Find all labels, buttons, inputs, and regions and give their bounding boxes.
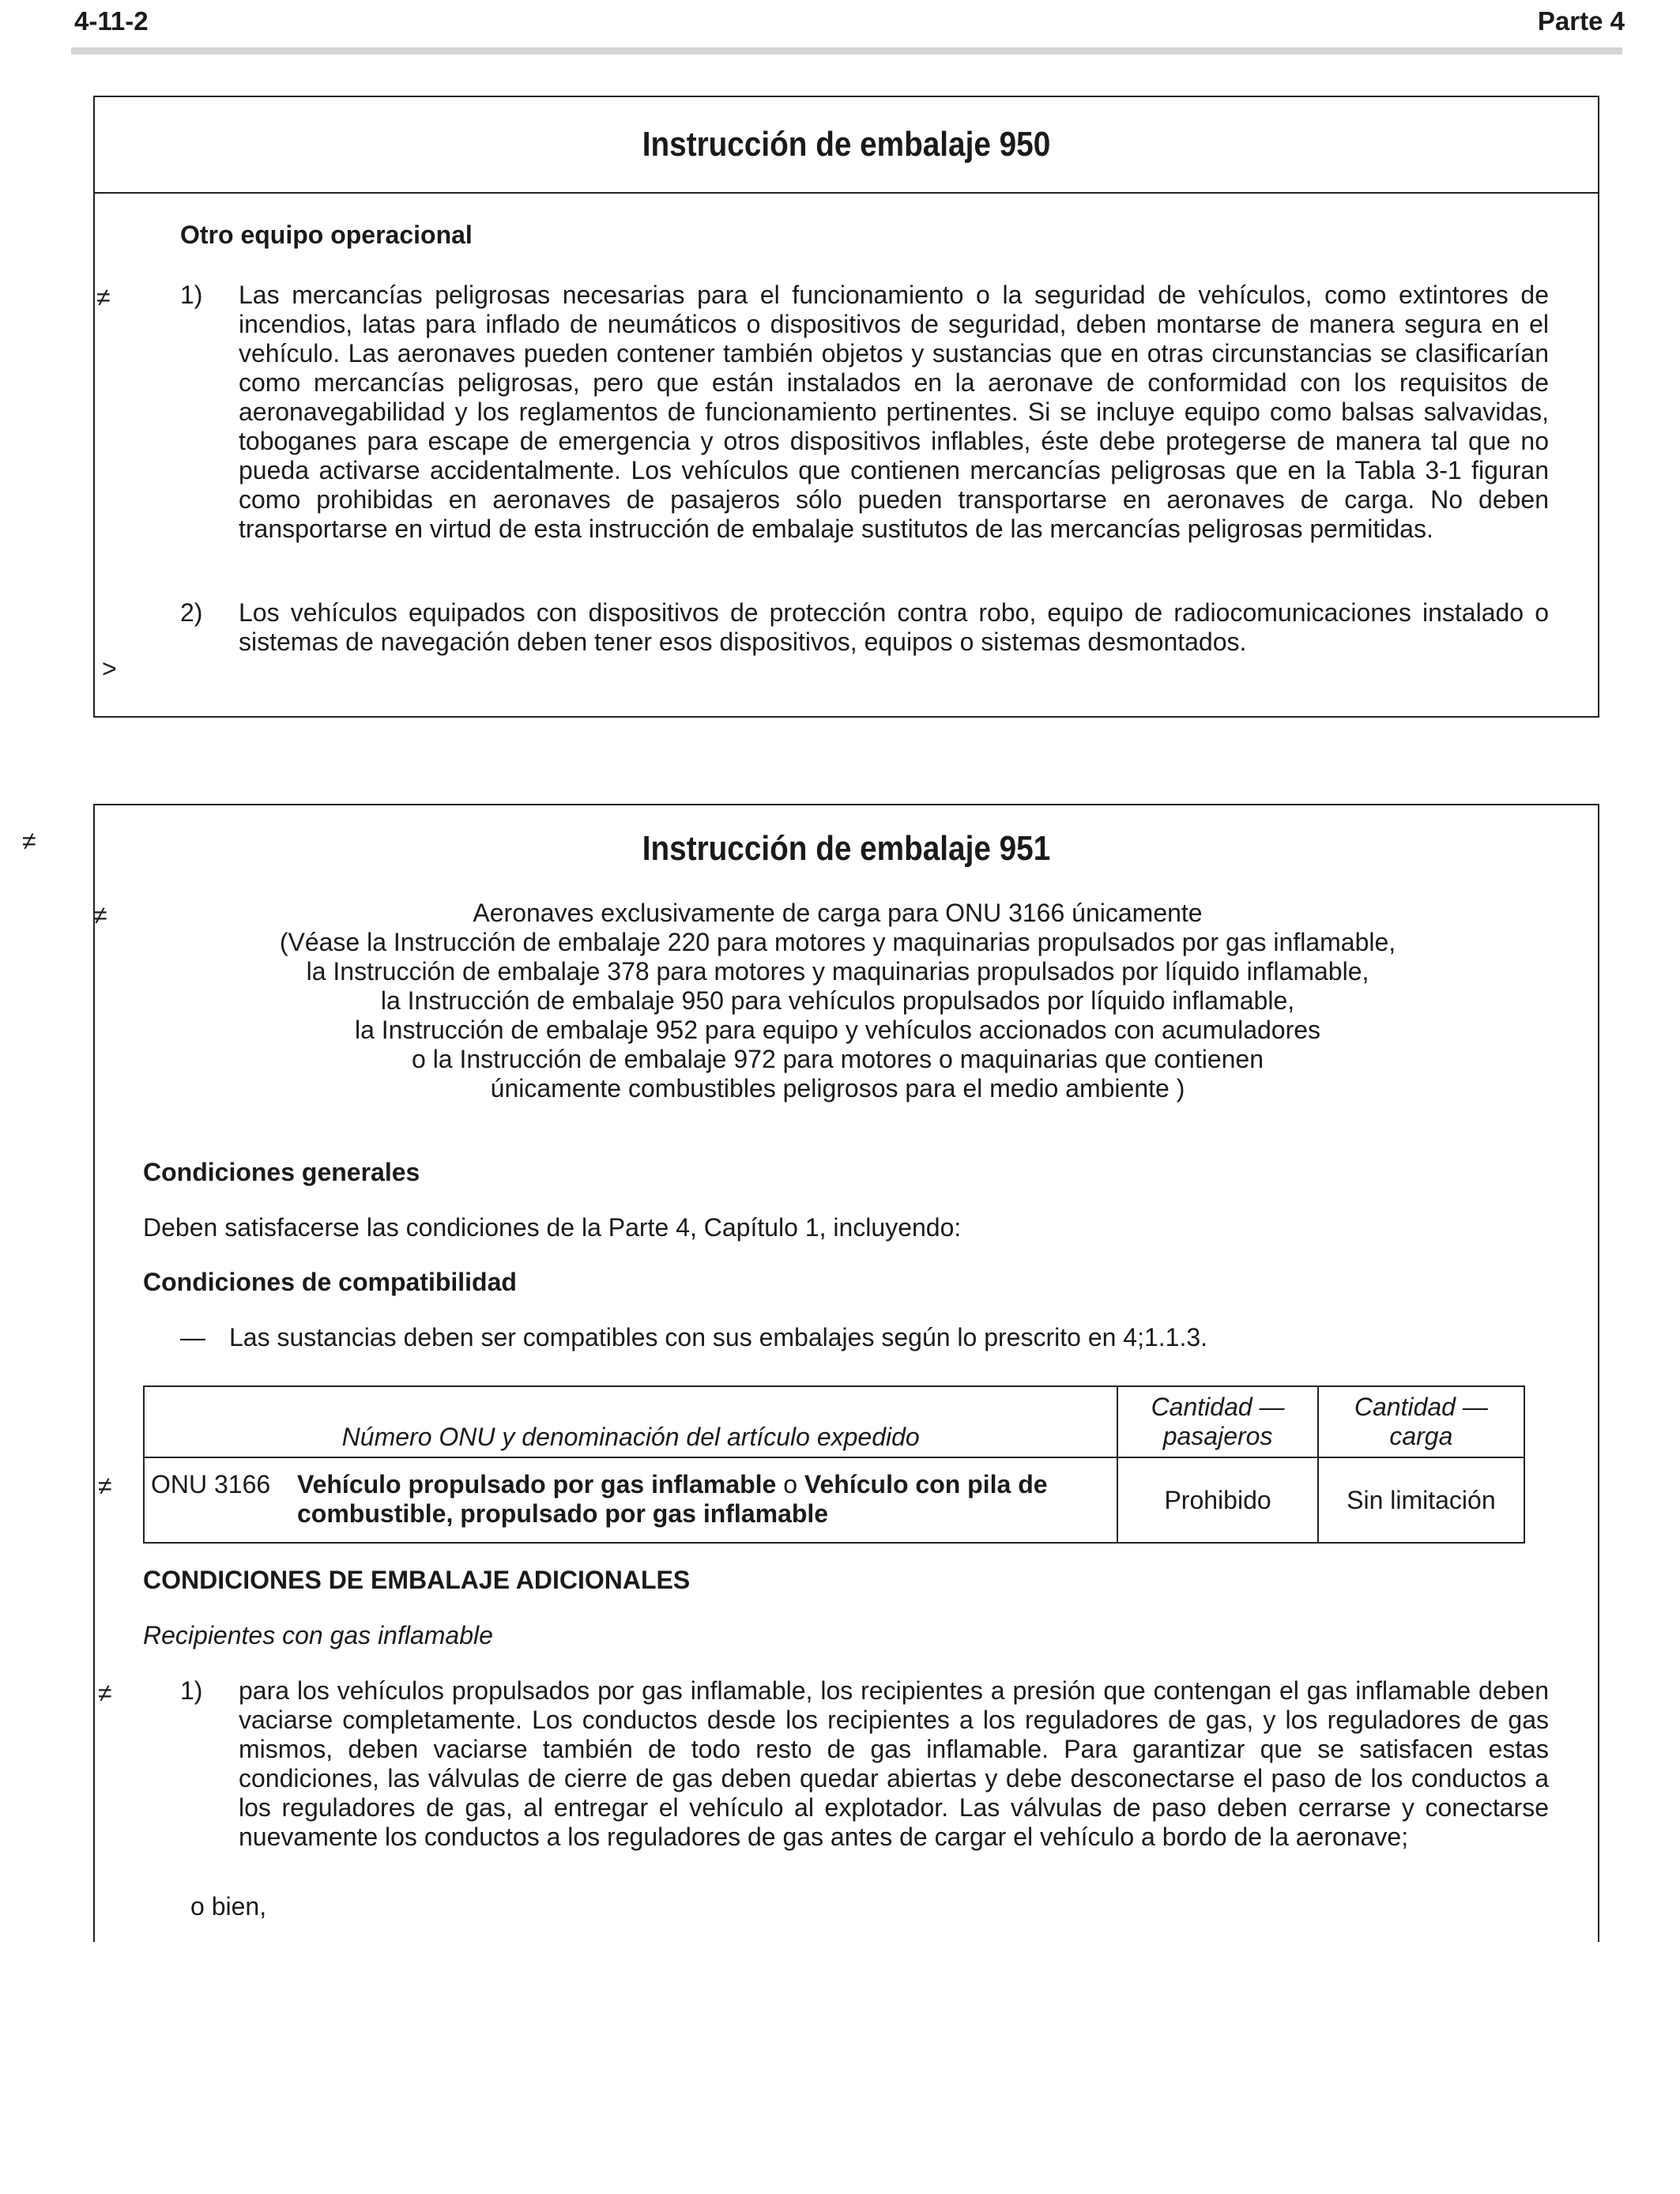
un-entry-cell bbox=[144, 1457, 1117, 1543]
additional-conditions-heading: CONDICIONES DE EMBALAJE ADICIONALES bbox=[143, 1566, 691, 1594]
pi950-section-heading: Otro equipo operacional bbox=[180, 221, 473, 249]
cargo-quantity: Sin limitación bbox=[1318, 1457, 1524, 1543]
quantity-table bbox=[143, 1385, 1525, 1544]
pi951-subtitle-line: Aeronaves exclusivamente de carga para ONU 3166 únicamente bbox=[473, 899, 1203, 927]
pi950-item-1-text: Las mercancías peligrosas necesarias para el funcionamiento o la seguridad de vehículos, como extintores de incendios, latas para inflado de neumáticos o dispositivos de seguridad, deben montarse de manera segura en el vehículo. Las aeronaves pueden contener también objetos y sustancias que en otras circunstancias se clasificarían como mercancías peligrosas, pero que están instalados en la aeronave de conformidad con los requisitos de aeronavegabilidad y los reglamentos de funcionamiento pertinentes. Si se incluye equipo como balsas salvavidas, toboganes para escape de emergencia y otros dispositivos inflables, éste debe protegerse de manera tal que no pueda activarse accidentalmente. Los vehículos que contienen mercancías peligrosas que en la Tabla 3-1 figuran como prohibidas en aeronaves de pasajeros sólo pueden transportarse en aeronaves de carga. No deben transportarse en virtud de esta instrucción de embalaje sustitutos de las mercancías peligrosas permitidas. bbox=[239, 281, 1549, 543]
change-mark: ≠ bbox=[96, 283, 111, 311]
flammable-gas-containers-subheading: Recipientes con gas inflamable bbox=[143, 1621, 493, 1649]
pi951-subtitle-line: la Instrucción de embalaje 378 para motores y maquinarias propulsados por líquido inflamable, bbox=[306, 957, 1369, 986]
pi950-item-2-text: Los vehículos equipados con dispositivos de protección contra robo, equipo de radiocomunicaciones instalado o sistemas de navegación deben tener esos dispositivos, equipos o sistemas desmontados. bbox=[239, 598, 1549, 656]
un-number: ONU 3166 bbox=[151, 1470, 271, 1498]
change-mark: ≠ bbox=[22, 827, 36, 855]
change-mark: ≠ bbox=[93, 901, 107, 929]
passenger-quantity: Prohibido bbox=[1117, 1457, 1317, 1543]
pi951-subtitle-line: la Instrucción de embalaje 950 para vehículos propulsados por líquido inflamable, bbox=[380, 986, 1295, 1015]
pi950-item-1-number: 1) bbox=[180, 281, 203, 309]
change-mark: ≠ bbox=[98, 1679, 112, 1707]
pi951-subtitle bbox=[142, 899, 1533, 1103]
table-header-passenger: Cantidad — pasajeros bbox=[1117, 1386, 1317, 1457]
or-else-text: o bien, bbox=[190, 1892, 267, 1921]
pi951-subtitle-line: o la Instrucción de embalaje 972 para motores o maquinarias que contienen bbox=[412, 1045, 1264, 1073]
header-rule bbox=[71, 47, 1622, 55]
pi951-title: Instrucción de embalaje 951 bbox=[642, 829, 1051, 868]
pi950-item-2-number: 2) bbox=[180, 598, 203, 627]
pi951-subtitle-line: (Véase la Instrucción de embalaje 220 para motores y maquinarias propulsados por gas inflamable, bbox=[279, 928, 1396, 956]
page-reference: 4-11-2 bbox=[74, 6, 149, 36]
compatibility-text: Las sustancias deben ser compatibles con sus embalajes según lo prescrito en 4;1.1.3. bbox=[229, 1323, 1208, 1351]
pi950-title: Instrucción de embalaje 950 bbox=[642, 125, 1051, 164]
pi951-subtitle-line: la Instrucción de embalaje 952 para equipo y vehículos accionados con acumuladores bbox=[354, 1016, 1321, 1044]
table-header-cargo: Cantidad — carga bbox=[1318, 1386, 1524, 1457]
general-conditions-text: Deben satisfacerse las condiciones de la Parte 4, Capítulo 1, incluyendo: bbox=[143, 1213, 962, 1242]
pi951-item-1-text: para los vehículos propulsados por gas inflamable, los recipientes a presión que contengan el gas inflamable deben vaciarse completamente. Los conductos desde los recipientes a los reguladores de gas, y los reguladores de gas mismos, deben vaciarse también de todo resto de gas inflamable. Para garantizar que se satisfacen estas condiciones, las válvulas de cierre de gas deben quedar abiertas y debe desconectarse el paso de los conductos a los reguladores de gas, al entregar el vehículo al explotador. Las válvulas de paso deben cerrarse y conectarse nuevamente los conductos a los reguladores de gas antes de cargar el vehículo a bordo de la aeronave; bbox=[239, 1676, 1549, 1851]
compatibility-heading: Condiciones de compatibilidad bbox=[143, 1268, 517, 1296]
table-header-un-name: Número ONU y denominación del artículo expedido bbox=[144, 1386, 1117, 1457]
table-header-row bbox=[144, 1386, 1524, 1457]
pi950-title-rule bbox=[95, 192, 1598, 194]
un-proper-name: Vehículo propulsado por gas inflamable o Vehículo con pila de combustible, propulsado por gas inflamable bbox=[297, 1470, 1048, 1528]
pi951-item-1-number: 1) bbox=[180, 1676, 203, 1705]
table-row bbox=[144, 1457, 1524, 1543]
compatibility-dash: — bbox=[180, 1323, 205, 1351]
change-mark-end: > bbox=[102, 654, 117, 683]
pi951-subtitle-line: únicamente combustibles peligrosos para el medio ambiente ) bbox=[490, 1074, 1185, 1103]
part-label: Parte 4 bbox=[1537, 6, 1625, 36]
change-mark: ≠ bbox=[98, 1472, 112, 1500]
general-conditions-heading: Condiciones generales bbox=[143, 1158, 420, 1186]
